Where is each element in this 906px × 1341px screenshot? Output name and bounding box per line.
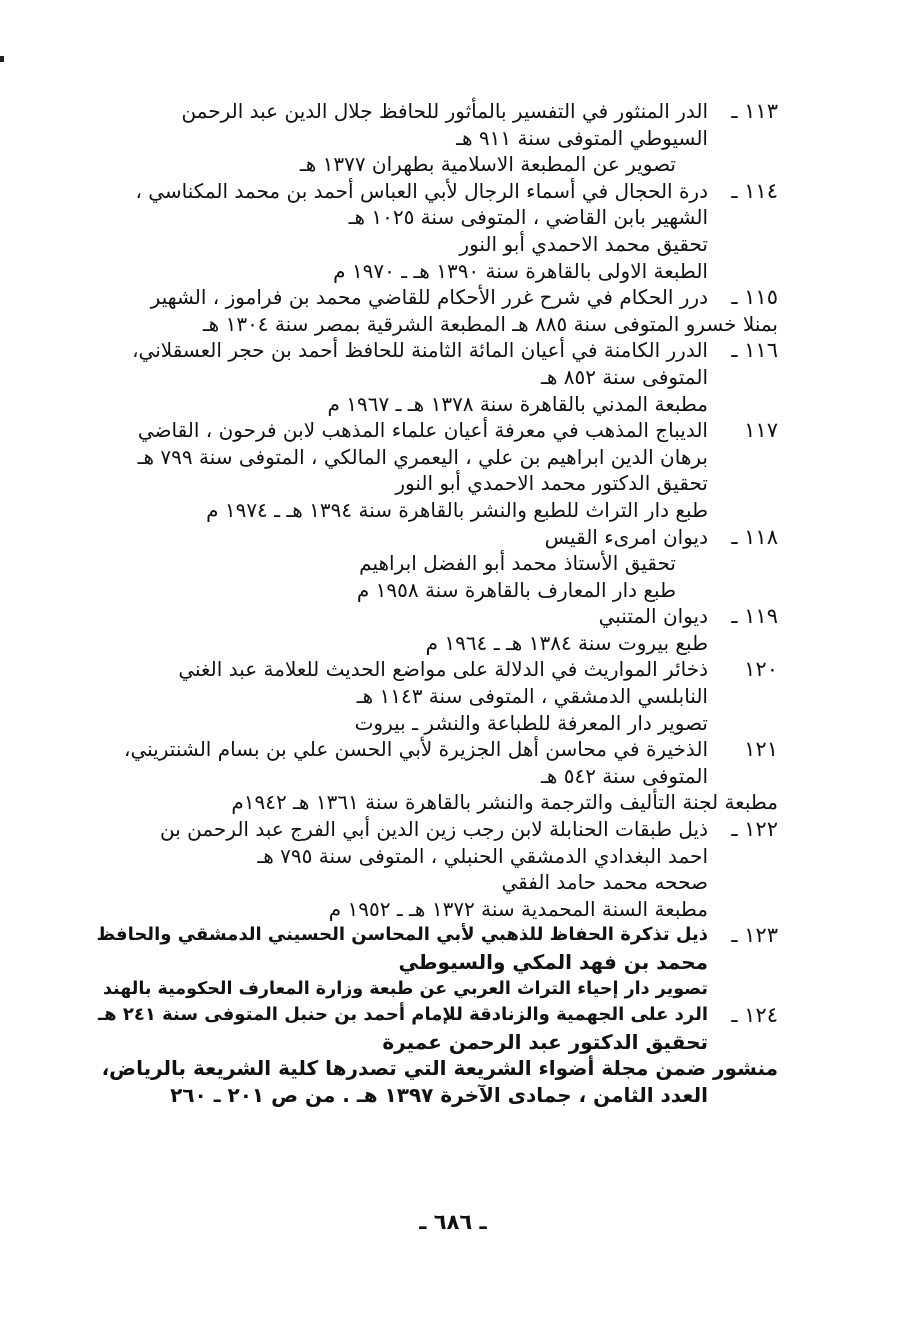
entry-number: ١١٤ ـ (731, 178, 778, 203)
entry-line: تحقيق محمد الاحمدي أبو النور (459, 231, 708, 256)
entry-line: تصوير دار إحياء التراث العربي عن طبعة وزارة المعارف الحكومية بالهند (102, 978, 708, 999)
bibliography-page (98, 98, 778, 1109)
entry-line: طبع بيروت سنة ١٣٨٤ هـ ـ ١٩٦٤ م (425, 630, 708, 655)
bibliography-entry (98, 178, 778, 284)
entry-line: تحقيق الدكتور عبد الرحمن عميرة (382, 1029, 708, 1054)
entry-number: ١١٩ ـ (731, 604, 778, 629)
entry-line: ذيل تذكرة الحفاظ للذهبي لأبي المحاسن الحسيني الدمشقي والحافظ (96, 924, 708, 946)
bibliography-entry (98, 736, 778, 816)
entry-line: الدرر الكامنة في أعيان المائة الثامنة للحافظ أحمد بن حجر العسقلاني، (132, 338, 708, 363)
entry-line: منشور ضمن مجلة أضواء الشريعة التي تصدرها كلية الشريعة بالرياض، (101, 1056, 778, 1081)
bibliography-entry (98, 816, 778, 922)
margin-mark (0, 56, 4, 62)
entry-line: ذخائر المواريث في الدلالة على مواضع الحديث للعلامة عبد الغني (178, 657, 708, 682)
entry-line: صححه محمد حامد الفقي (501, 870, 708, 895)
entry-line: درر الحكام في شرح غرر الأحكام للقاضي محمد بن فراموز ، الشهير (150, 285, 708, 310)
bibliography-entry (98, 284, 778, 337)
entry-line: مطبعة السنة المحمدية سنة ١٣٧٢ هـ ـ ١٩٥٢ م (328, 896, 708, 921)
entry-number: ١١٥ ـ (731, 285, 778, 310)
bibliography-entry (98, 337, 778, 417)
bibliography-entry (98, 603, 778, 656)
page-number: ـ ٦٨٦ ـ (419, 1210, 487, 1234)
bibliography-entry (98, 1002, 778, 1108)
entry-line: الديباج المذهب في معرفة أعيان علماء المذهب لابن فرحون ، القاضي (137, 418, 708, 443)
bibliography-entry (98, 98, 778, 178)
entry-line: احمد البغدادي الدمشقي الحنبلي ، المتوفى سنة ٧٩٥ هـ (257, 843, 708, 868)
entry-line: طبع دار المعارف بالقاهرة سنة ١٩٥٨ م (356, 577, 676, 602)
entry-line: الشهير بابن القاضي ، المتوفى سنة ١٠٢٥ هـ (348, 205, 708, 230)
bibliography-entry (98, 417, 778, 523)
entry-line: ديوان امرىء القيس (544, 524, 708, 549)
entry-line: طبع دار التراث للطبع والنشر بالقاهرة سنة ١٣٩٤ هـ ـ ١٩٧٤ م (206, 497, 708, 522)
entry-line: تصوير عن المطبعة الاسلامية بطهران ١٣٧٧ هـ (299, 152, 676, 177)
entry-number: ١٢١ (744, 737, 778, 762)
entry-line: النابلسي الدمشقي ، المتوفى سنة ١١٤٣ هـ (356, 684, 708, 709)
entry-line: الرد على الجهمية والزنادقة للإمام أحمد بن حنبل المتوفى سنة ٢٤١ هـ (97, 1004, 708, 1026)
entry-number: ١٢٤ ـ (731, 1003, 778, 1028)
entry-line: تحقيق الأستاذ محمد أبو الفضل ابراهيم (359, 551, 676, 576)
entry-number: ١٢٠ (744, 657, 778, 682)
entry-line: العدد الثامن ، جمادى الآخرة ١٣٩٧ هـ . من ص ٢٠١ ـ ٢٦٠ (170, 1082, 708, 1107)
bibliography-entry (98, 656, 778, 736)
entry-number: ١١٨ ـ (731, 524, 778, 549)
entry-line: ديوان المتنبي (598, 604, 708, 629)
entry-line: الدر المنثور في التفسير بالمأثور للحافظ جلال الدين عبد الرحمن (181, 99, 708, 123)
entry-line: الطبعة الاولى بالقاهرة سنة ١٣٩٠ هـ ـ ١٩٧٠ م (333, 258, 708, 283)
entry-number: ١١٦ ـ (731, 338, 778, 363)
entry-line: ذيل طبقات الحنابلة لابن رجب زين الدين أبي الفرج عبد الرحمن بن (160, 817, 708, 842)
entry-line: مطبعة المدني بالقاهرة سنة ١٣٧٨ هـ ـ ١٩٦٧ م (327, 391, 708, 416)
entry-line: بمنلا خسرو المتوفى سنة ٨٨٥ هـ المطبعة الشرقية بمصر سنة ١٣٠٤ هـ (202, 311, 778, 336)
entry-line: تصوير دار المعرفة للطباعة والنشر ـ بيروت (354, 710, 708, 735)
bibliography-entry (98, 524, 778, 604)
entry-line: برهان الدين ابراهيم بن علي ، اليعمري المالكي ، المتوفى سنة ٧٩٩ هـ (137, 444, 708, 469)
entry-line: المتوفى سنة ٨٥٢ هـ (540, 364, 708, 389)
entry-line: مطبعة لجنة التأليف والترجمة والنشر بالقاهرة سنة ١٣٦١ هـ ١٩٤٢م (231, 790, 778, 815)
entry-line: المتوفى سنة ٥٤٢ هـ (540, 763, 708, 788)
bibliography-entry (98, 922, 778, 1002)
entry-line: محمد بن فهد المكي والسيوطي (398, 950, 708, 974)
entry-line: السيوطي المتوفى سنة ٩١١ هـ (456, 125, 708, 150)
entry-line: الذخيرة في محاسن أهل الجزيرة لأبي الحسن علي بن بسام الشنتريني، (124, 737, 708, 762)
entry-number: ١١٣ ـ (731, 99, 778, 123)
entry-line: تحقيق الدكتور محمد الاحمدي أبو النور (395, 471, 708, 496)
entry-number: ١٢٣ ـ (731, 923, 778, 948)
entry-number: ١١٧ (744, 418, 778, 443)
entry-line: درة الحجال في أسماء الرجال لأبي العباس أحمد بن محمد المكناسي ، (135, 178, 708, 203)
entry-number: ١٢٢ ـ (731, 817, 778, 842)
